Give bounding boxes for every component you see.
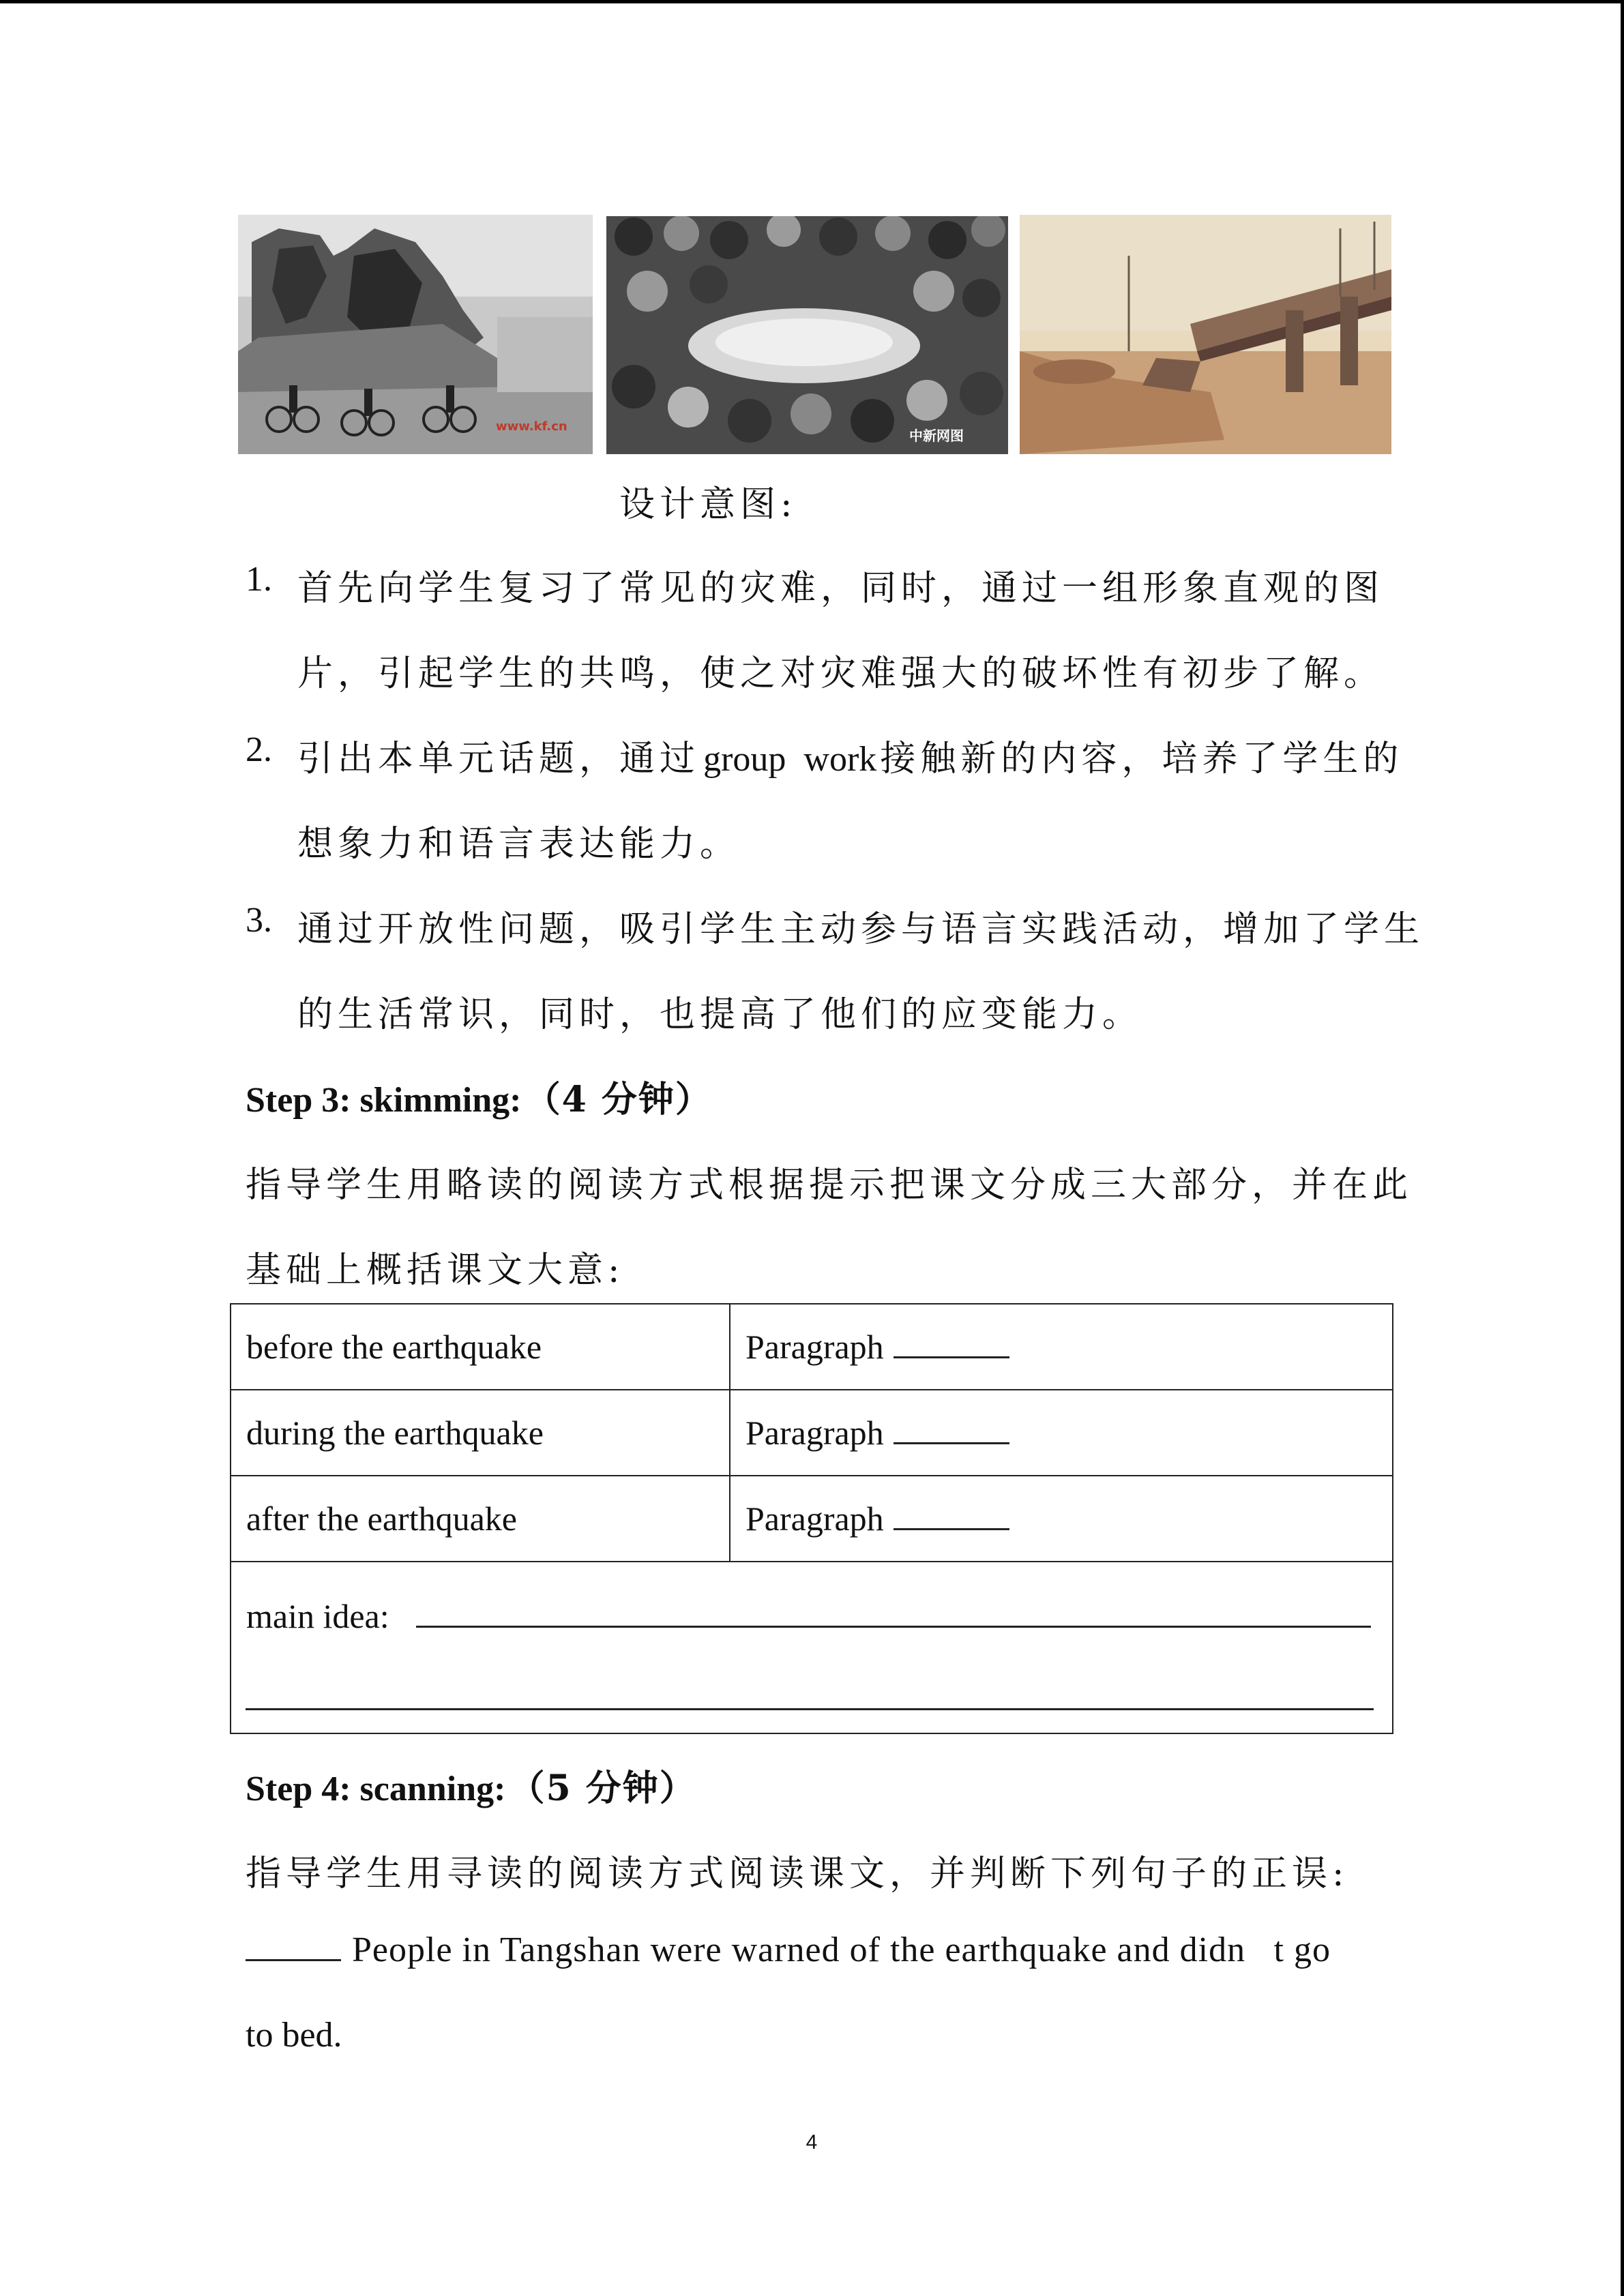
true-false-blank[interactable] (246, 1932, 341, 1961)
table-row (231, 1390, 1393, 1476)
design-item-2-line-1 (297, 730, 1403, 781)
table-cell-part: during the earthquake (231, 1390, 730, 1476)
table-row (231, 1304, 1393, 1390)
paragraph-blank[interactable] (894, 1501, 1009, 1530)
step-4-heading (246, 1759, 696, 1810)
paragraph-blank[interactable] (894, 1415, 1009, 1444)
table-row (231, 1476, 1393, 1562)
table-cell-paragraph (730, 1476, 1393, 1562)
true-false-sentence-text: People in Tangshan were warned of the earthquake and didn t go (352, 1930, 1331, 1969)
photo-collapsed-bridge (1020, 215, 1391, 454)
design-item-2-line-2: 想象力和语言表达能力。 (297, 824, 741, 865)
design-item-3-line-1: 通过开放性问题，吸引学生主动参与语言实践活动，增加了学生 (297, 909, 1425, 950)
paragraph-blank[interactable] (894, 1329, 1009, 1358)
true-false-sentence-line-2: to bed. (246, 2016, 342, 2055)
design-intent-title: 设计意图: (619, 484, 797, 525)
photo-rescue-crowd (606, 216, 1008, 454)
design-item-2-group-work: group work (703, 740, 877, 779)
design-item-2-number: 2. (246, 730, 272, 769)
step-3-heading-time: （4 分钟） (525, 1079, 712, 1120)
design-item-1-line-1: 首先向学生复习了常见的灾难，同时，通过一组形象直观的图 (297, 568, 1385, 609)
table-cell-paragraph (730, 1390, 1393, 1476)
main-idea-blank-line-2[interactable] (246, 1708, 1374, 1710)
right-border (1621, 0, 1624, 2296)
main-idea-label: main idea: (246, 1597, 389, 1635)
table-cell-part: before the earthquake (231, 1304, 730, 1390)
true-false-sentence-line-1 (246, 1930, 1331, 1970)
photo-2-watermark: 中新网图 (909, 428, 964, 444)
step-4-instruction: 指导学生用寻读的阅读方式阅读课文，并判断下列句子的正误: (246, 1853, 1349, 1894)
photo-1-watermark: www.kf.cn (496, 419, 567, 434)
step-4-heading-time: （5 分钟） (509, 1768, 696, 1809)
design-item-2 (246, 730, 272, 770)
design-item-3 (246, 900, 272, 940)
design-item-3-number: 3. (246, 901, 272, 940)
step-3-heading (246, 1071, 712, 1122)
design-item-2-line-1-part-b: 接触新的内容，培养了学生的 (880, 739, 1404, 779)
design-item-1-line-2: 片，引起学生的共鸣，使之对灾难强大的破坏性有初步了解。 (297, 653, 1385, 694)
design-item-3-line-2: 的生活常识，同时，也提高了他们的应变能力。 (297, 994, 1143, 1035)
paragraph-label: Paragraph (745, 1328, 884, 1366)
main-idea-blank-line-1[interactable] (416, 1626, 1371, 1628)
step-4-heading-en: Step 4: scanning: (246, 1770, 506, 1808)
step-3-heading-en: Step 3: skimming: (246, 1081, 522, 1120)
step-3-instruction-line-2: 基础上概括课文大意: (246, 1250, 625, 1291)
paragraph-label: Paragraph (745, 1414, 884, 1452)
design-item-1-number: 1. (246, 560, 272, 599)
skimming-table (230, 1303, 1393, 1734)
paragraph-label: Paragraph (745, 1500, 884, 1538)
design-item-1 (246, 559, 272, 599)
top-border (0, 0, 1624, 3)
table-cell-part: after the earthquake (231, 1476, 730, 1562)
table-cell-paragraph (730, 1304, 1393, 1390)
step-3-instruction-line-1: 指导学生用略读的阅读方式根据提示把课文分成三大部分，并在此 (246, 1165, 1413, 1206)
page-number: 4 (806, 2131, 818, 2153)
design-item-2-line-1-part-a: 引出本单元话题，通过 (297, 739, 700, 779)
photo-collapsed-buildings (238, 215, 593, 454)
